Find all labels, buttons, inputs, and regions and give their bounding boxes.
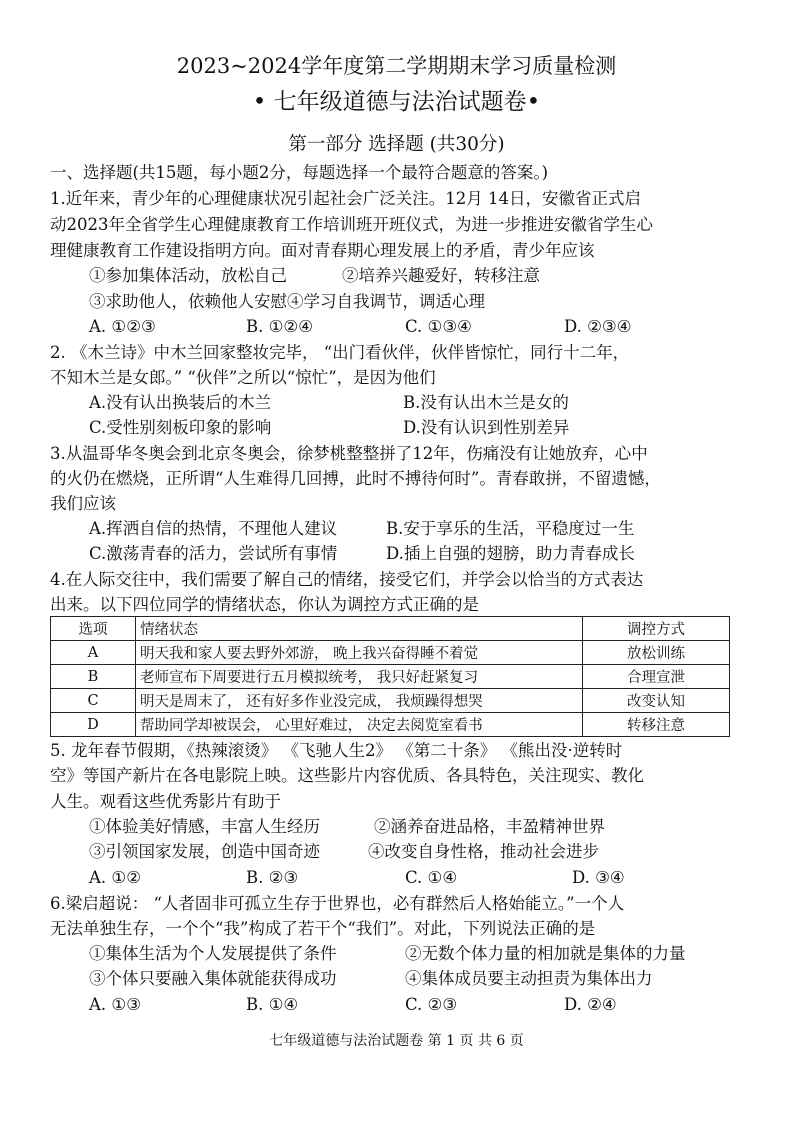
emotion-table <box>50 616 730 737</box>
q5-item: ③引领国家发展，创造中国奇迹 <box>89 842 320 861</box>
q5-stem-line: 人生。观看这些优秀影片有助于 <box>50 792 281 811</box>
table-cell-state: 老师宣布下周要进行五月模拟统考， 我只好赶紧复习 <box>136 665 583 689</box>
q1-stem-line: 理健康教育工作建设指明方向。面对青春期心理发展上的矛盾，青少年应该 <box>50 241 595 260</box>
q1-option-c[interactable]: C. ①③④ <box>405 317 472 336</box>
q5-option-a[interactable]: A. ①② <box>89 868 141 887</box>
table-cell-method: 改变认知 <box>583 689 730 713</box>
q2-stem-line: 2. 《木兰诗》中木兰回家整妆完毕， “出门看伙伴，伙伴皆惊忙，同行十二年， <box>50 343 630 362</box>
table-row <box>51 641 730 665</box>
q3-option-a[interactable]: A.挥洒自信的热情，不理他人建议 <box>89 519 338 538</box>
q6-option-a[interactable]: A. ①③ <box>89 995 141 1014</box>
q1-option-a[interactable]: A. ①②③ <box>89 317 156 336</box>
q5-option-c[interactable]: C. ①④ <box>405 868 458 887</box>
column-header-option: 选项 <box>51 617 136 641</box>
table-row <box>51 689 730 713</box>
q2-option-c[interactable]: C.受性别刻板印象的影响 <box>89 418 272 437</box>
table-cell-method: 放松训练 <box>583 641 730 665</box>
q6-stem-line: 无法单独生存，一个个“我”构成了若干个“我们”。对此，下列说法正确的是 <box>50 919 596 938</box>
q3-option-c[interactable]: C.激荡青春的活力，尝试所有事情 <box>89 544 338 563</box>
exam-title: 2023~2024学年度第二学期期末学习质量检测 <box>176 54 617 78</box>
q2-option-b[interactable]: B.没有认出木兰是女的 <box>403 393 569 412</box>
q6-item: ②无数个体力量的相加就是集体的力量 <box>405 944 686 963</box>
q5-item: ②涵养奋进品格，丰盈精神世界 <box>374 817 605 836</box>
table-row <box>51 713 730 737</box>
q5-option-b[interactable]: B. ②③ <box>246 868 299 887</box>
q3-stem-line: 的火仍在燃烧，正所谓“人生难得几回搏，此时不搏待何时”。青春敢拼，不留遗憾， <box>50 469 661 488</box>
q5-option-d[interactable]: D. ③④ <box>572 868 625 887</box>
q6-item: ③个体只要融入集体就能获得成功 <box>89 969 337 988</box>
q2-stem-line: 不知木兰是女郎。” “伙伴”之所以“惊忙”，是因为他们 <box>50 368 436 387</box>
q1-item: ③求助他人，依赖他人安慰④学习自我调节，调适心理 <box>89 292 485 311</box>
q1-stem-line: 1.近年来，青少年的心理健康状况引起社会广泛关注。12月 14日，安徽省正式启 <box>50 189 641 208</box>
table-cell-option: B <box>51 665 136 689</box>
table-cell-state: 帮助同学却被误会， 心里好难过， 决定去阅览室看书 <box>136 713 583 737</box>
q6-item: ④集体成员要主动担责为集体出力 <box>405 969 653 988</box>
q1-item: ②培养兴趣爱好，转移注意 <box>342 266 540 285</box>
q6-option-b[interactable]: B. ①④ <box>246 995 299 1014</box>
part-heading: 第一部分 选择题 (共30分) <box>288 134 505 155</box>
exam-subtitle: • 七年级道德与法治试题卷• <box>252 89 541 115</box>
column-header-state: 情绪状态 <box>136 617 583 641</box>
q1-stem-line: 动2023年全省学生心理健康教育工作培训班开班仪式，为进一步推进安徽省学生心 <box>50 215 653 234</box>
table-cell-method: 合理宣泄 <box>583 665 730 689</box>
q5-stem-line: 5. 龙年春节假期，《热辣滚烫》 《飞驰人生2》 《第二十条》 《熊出没·逆转时 <box>50 741 623 760</box>
q6-stem-line: 6.梁启超说： “人者固非可孤立生存于世界也，必有群然后人格始能立。”一个人 <box>50 894 625 913</box>
q6-option-d[interactable]: D. ②④ <box>564 995 617 1014</box>
table-cell-option: A <box>51 641 136 665</box>
table-cell-method: 转移注意 <box>583 713 730 737</box>
section-instruction: 一、选择题(共15题，每小题2分，每题选择一个最符合题意的答案。) <box>50 163 549 182</box>
q3-stem-line: 我们应该 <box>50 494 116 513</box>
q1-option-b[interactable]: B. ①②④ <box>246 317 313 336</box>
table-cell-state: 明天我和家人要去野外郊游， 晚上我兴奋得睡不着觉 <box>136 641 583 665</box>
q6-item: ①集体生活为个人发展提供了条件 <box>89 944 337 963</box>
q3-option-d[interactable]: D.插上自强的翅膀，助力青春成长 <box>386 544 635 563</box>
table-row <box>51 665 730 689</box>
q2-option-a[interactable]: A.没有认出换装后的木兰 <box>89 393 272 412</box>
q3-stem-line: 3.从温哥华冬奥会到北京冬奥会，徐梦桃整整拼了12年，伤痛没有让她放弃，心中 <box>50 444 648 463</box>
q5-item: ④改变自身性格，推动社会进步 <box>368 842 599 861</box>
q1-item: ①参加集体活动，放松自己 <box>89 266 287 285</box>
q5-stem-line: 空》等国产新片在各电影院上映。这些影片内容优质、各具特色，关注现实、教化 <box>50 766 644 785</box>
q1-option-d[interactable]: D. ②③④ <box>564 317 632 336</box>
q4-stem-line: 出来。以下四位同学的情绪状态，你认为调控方式正确的是 <box>50 595 479 614</box>
q6-option-c[interactable]: C. ②③ <box>405 995 458 1014</box>
table-cell-state: 明天是周末了， 还有好多作业没完成， 我烦躁得想哭 <box>136 689 583 713</box>
table-cell-option: D <box>51 713 136 737</box>
table-cell-option: C <box>51 689 136 713</box>
column-header-method: 调控方式 <box>583 617 730 641</box>
q3-option-b[interactable]: B.安于享乐的生活，平稳度过一生 <box>386 519 635 538</box>
q5-item: ①体验美好情感，丰富人生经历 <box>89 817 320 836</box>
page-footer: 七年级道德与法治试题卷 第 1 页 共 6 页 <box>269 1033 524 1049</box>
q2-option-d[interactable]: D.没有认识到性别差异 <box>403 418 570 437</box>
q4-stem-line: 4.在人际交往中，我们需要了解自己的情绪，接受它们，并学会以恰当的方式表达 <box>50 570 644 589</box>
table-header-row <box>51 617 730 641</box>
